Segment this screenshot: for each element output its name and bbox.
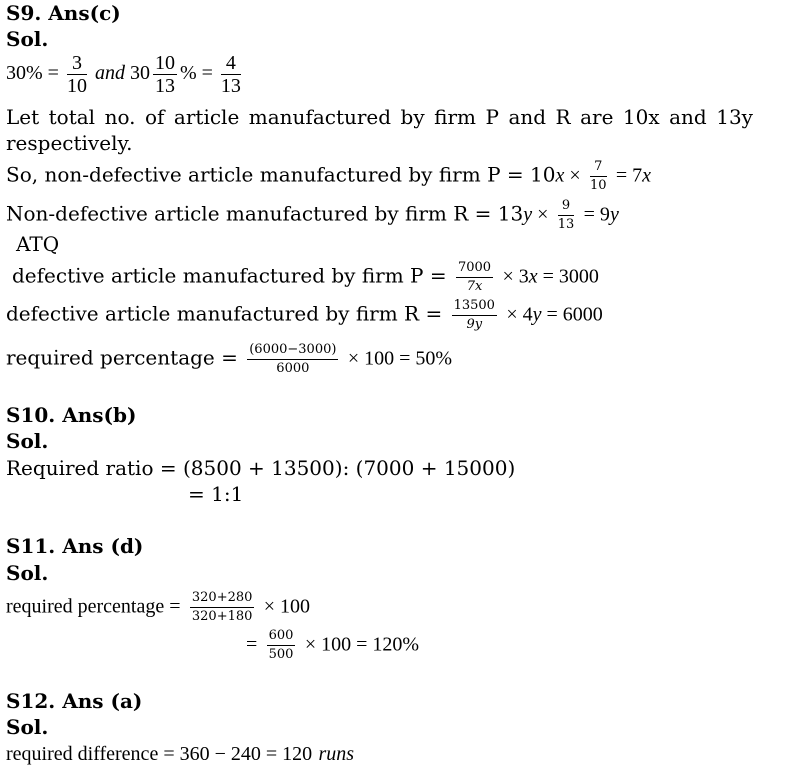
s12-line-difference: required difference = 360 − 240 = 120 runs [6,743,355,765]
fraction-7-10: $\frac{7}{10}$ [589,159,607,193]
s9-line-defective-p: defective article manufactured by firm P = $\frac{7000}{7x}$ × 3x = 3000 [12,260,599,294]
fraction-600-500-expanded: $\frac{320+280}{320+180}$ [191,590,253,624]
s10-sol-label: Sol. [6,429,49,453]
s9-line-required-percentage: required percentage = $\frac{(6000-3000)}{6000}$ × 100 = 50% [6,342,453,376]
fraction-4-13: $\frac{4}{13}$ [220,52,241,97]
s9-line-atq: ATQ [16,232,60,256]
fraction-7000-7x: $\frac{7000}{7x}$ [457,260,492,294]
s9-line-nondefective-r: Non-defective article manufactured by firm R = 13y × $\frac{9}{13}$ = 9y [6,198,619,232]
fraction-9-13: $\frac{9}{13}$ [557,198,575,232]
s9-line-nondefective-p: So, non-defective article manufactured by firm P = 10x × $\frac{7}{10}$ = 7x [6,159,652,193]
s11-heading: S11. Ans (d) [6,534,144,558]
s11-line-required-percentage: required percentage = $\frac{320+280}{320+180}$ × 100 [6,590,311,624]
s9-line-let-total: Let total no. of article manufactured by firm P and R are 10x and 13y [6,105,753,129]
s9-line-defective-r: defective article manufactured by firm R = $\frac{13500}{9y}$ × 4y = 6000 [6,298,603,332]
s11-line-result: = $\frac{600}{500}$ × 100 = 120% [246,628,420,662]
fraction-diff-6000: $\frac{(6000-3000)}{6000}$ [249,342,337,376]
s10-line-ratio: Required ratio = (8500 + 13500): (7000 + 15000) [6,456,516,480]
s11-sol-label: Sol. [6,561,49,585]
fraction-600-500: $\frac{600}{500}$ [268,628,294,662]
s12-heading: S12. Ans (a) [6,689,143,713]
fraction-13500-9y: $\frac{13500}{9y}$ [453,298,495,332]
fraction-3-10: $\frac{3}{10}$ [66,52,87,97]
s9-line-respectively: respectively. [6,131,133,155]
s9-line-percent-fractions: 30% = $\frac{3}{10}$ and 30 $\frac{10}{13}$ % = $\frac{4}{13}$ [6,52,241,97]
s12-sol-label: Sol. [6,715,49,739]
s10-heading: S10. Ans(b) [6,403,137,427]
s10-line-result: = 1:1 [188,482,244,506]
s9-heading: S9. Ans(c) [6,1,121,25]
s9-sol-label: Sol. [6,27,49,51]
fraction-10-13: $\frac{10}{13}$ [154,52,175,97]
